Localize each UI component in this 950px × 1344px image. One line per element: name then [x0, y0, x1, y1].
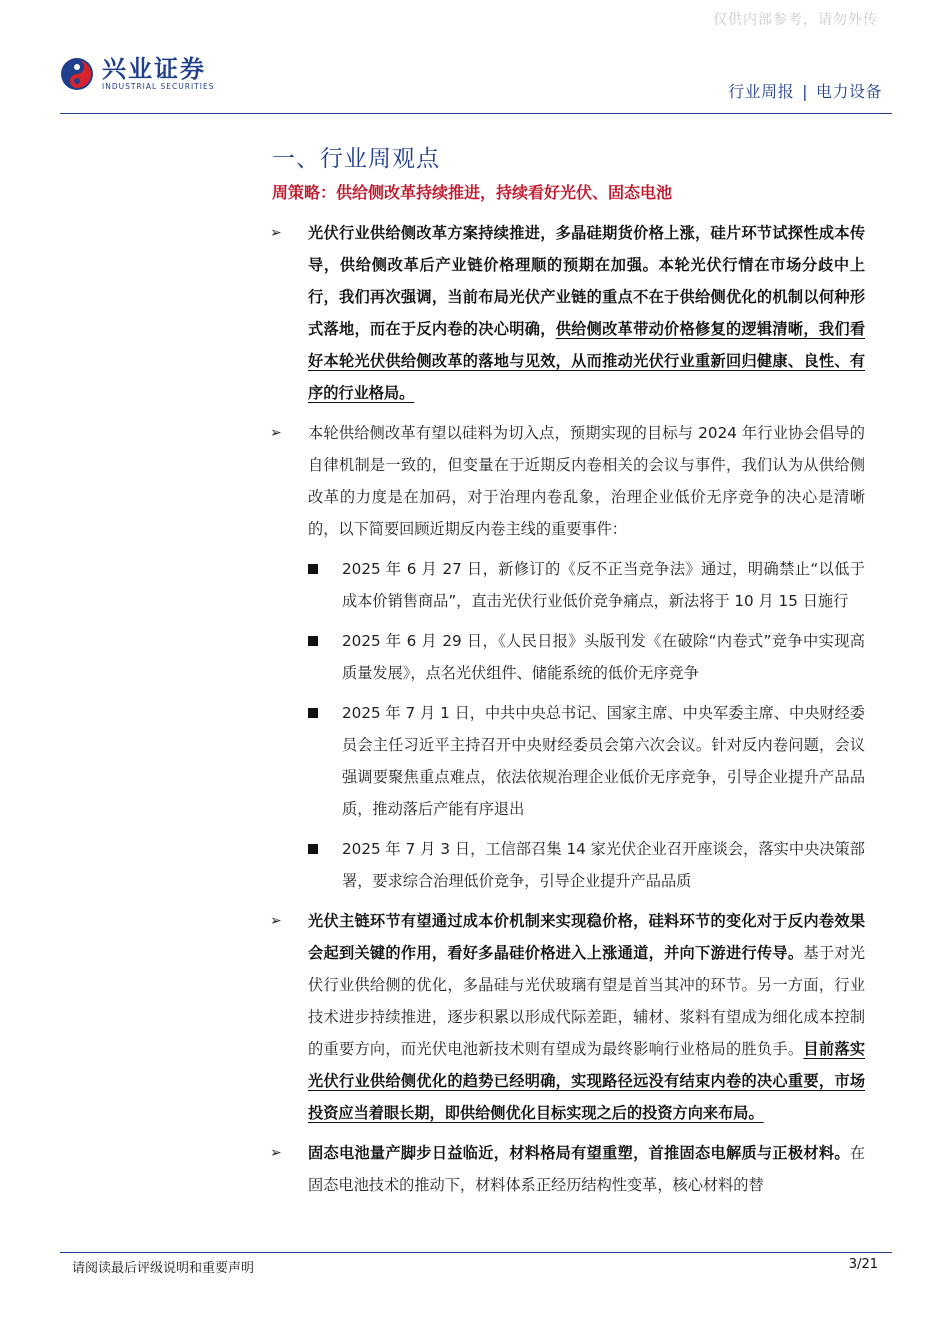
paragraph-reform-events-intro — [270, 417, 865, 545]
paragraph-pv-main-chain — [270, 905, 865, 1129]
header-separator: | — [802, 82, 808, 101]
watermark: 仅供内部参考，请勿外传 — [713, 12, 878, 28]
square-bullet-icon — [308, 708, 318, 718]
main-chain-bold: 光伏主链环节有望通过成本价机制来实现稳价格，硅料环节的变化对于反内卷效果会起到关键的作用，看好多晶硅价格进入上涨通道，并向下游进行传导。 — [308, 912, 865, 962]
brand-name-en: INDUSTRIAL SECURITIES — [102, 82, 215, 91]
event-item — [270, 833, 865, 897]
event-item — [270, 553, 865, 617]
event-item — [270, 697, 865, 825]
arrow-bullet-icon: ➢ — [270, 913, 282, 929]
report-body — [270, 217, 865, 1209]
footer-disclaimer: 请阅读最后评级说明和重要声明 — [72, 1261, 255, 1276]
solid-state-bold: 固态电池量产脚步日益临近，材料格局有望重塑，首推固态电解质与正极材料。 — [308, 1144, 850, 1162]
arrow-bullet-icon: ➢ — [270, 1145, 282, 1161]
event-text: 2025 年 7 月 1 日，中共中央总书记、国家主席、中央军委主席、中央财经委员会主任习近平主持召开中央财经委员会第六次会议。针对反内卷问题，会议强调要聚焦重点难点，依法依规治理企业低价无序竞争，引导企业提升产品品质，推动落后产能有序退出 — [342, 704, 865, 818]
event-item — [270, 625, 865, 689]
square-bullet-icon — [308, 844, 318, 854]
event-text: 2025 年 7 月 3 日，工信部召集 14 家光伏企业召开座谈会，落实中央决策部署，要求综合治理低价竞争，引导企业提升产品品质 — [342, 840, 865, 890]
pv-reform-underlined: 供给侧改革带动价格修复的逻辑清晰，我们看好本轮光伏供给侧改革的落地与见效，从而推动光伏行业重新回归健康、良性、有序的行业格局。 — [308, 320, 866, 402]
strategy-subtitle: 周策略：供给侧改革持续推进，持续看好光伏、固态电池 — [272, 183, 673, 202]
square-bullet-icon — [308, 636, 318, 646]
event-text: 2025 年 6 月 29 日，《人民日报》头版刊发《在破除“内卷式”竞争中实现高质量发展》，点名光伏组件、储能系统的低价无序竞争 — [342, 632, 865, 682]
main-chain-text: 基于对光伏行业供给侧的优化，多晶硅与光伏玻璃有望是首当其冲的环节。另一方面，行业技术进步持续推进，逐步积累以形成代际差距，辅材、浆料有望成为细化成本控制的重要方向，而光伏电池新技术则有望成为最终影响行业格局的胜负手。 — [308, 944, 866, 1058]
brand-logo-icon — [60, 57, 94, 91]
main-chain-underlined: 目前落实光伏行业供给侧优化的趋势已经明确，实现路径远没有结束内卷的决心重要，市场投资应当着眼长期，即供给侧优化目标实现之后的投资方向来布局。 — [308, 1040, 866, 1122]
brand-logo — [60, 56, 215, 92]
page-number: 3/21 — [848, 1257, 878, 1272]
arrow-bullet-icon: ➢ — [270, 225, 282, 241]
pv-reform-bold: 光伏行业供给侧改革方案持续推进，多晶硅期货价格上涨，硅片环节试探性成本传导，供给侧改革后产业链价格理顺的预期在加强。本轮光伏行情在市场分歧中上行，我们再次强调，当前布局光伏产业链的重点不在于供给侧优化的机制以何种形式落地，而在于反内卷的决心明确， — [308, 224, 865, 338]
reform-intro-text: 本轮供给侧改革有望以硅料为切入点，预期实现的目标与 2024 年行业协会倡导的自律机制是一致的，但变量在于近期反内卷相关的会议与事件，我们认为从供给侧改革的力度是在加码，对于治理内卷乱象，治理企业低价无序竞争的决心是清晰的，以下简要回顾近期反内卷主线的重要事件： — [308, 424, 865, 538]
square-bullet-icon — [308, 564, 318, 574]
header-divider — [60, 113, 892, 114]
solid-state-text: 在固态电池技术的推动下，材料体系正经历结构性变革，核心材料的替 — [308, 1144, 865, 1194]
footer-divider — [60, 1252, 892, 1253]
brand-name-cn: 兴业证券 — [102, 55, 206, 83]
paragraph-solid-state-battery — [270, 1137, 865, 1201]
section-title: 一、行业周观点 — [272, 146, 440, 172]
report-type: 行业周报 — [728, 82, 795, 101]
report-sector: 电力设备 — [815, 82, 882, 101]
arrow-bullet-icon: ➢ — [270, 425, 282, 441]
paragraph-pv-supply-reform — [270, 217, 865, 409]
event-text: 2025 年 6 月 27 日，新修订的《反不正当竞争法》通过，明确禁止“以低于成本价销售商品”，直击光伏行业低价竞争痛点，新法将于 10 月 15 日施行 — [342, 560, 865, 610]
report-category — [728, 79, 882, 102]
